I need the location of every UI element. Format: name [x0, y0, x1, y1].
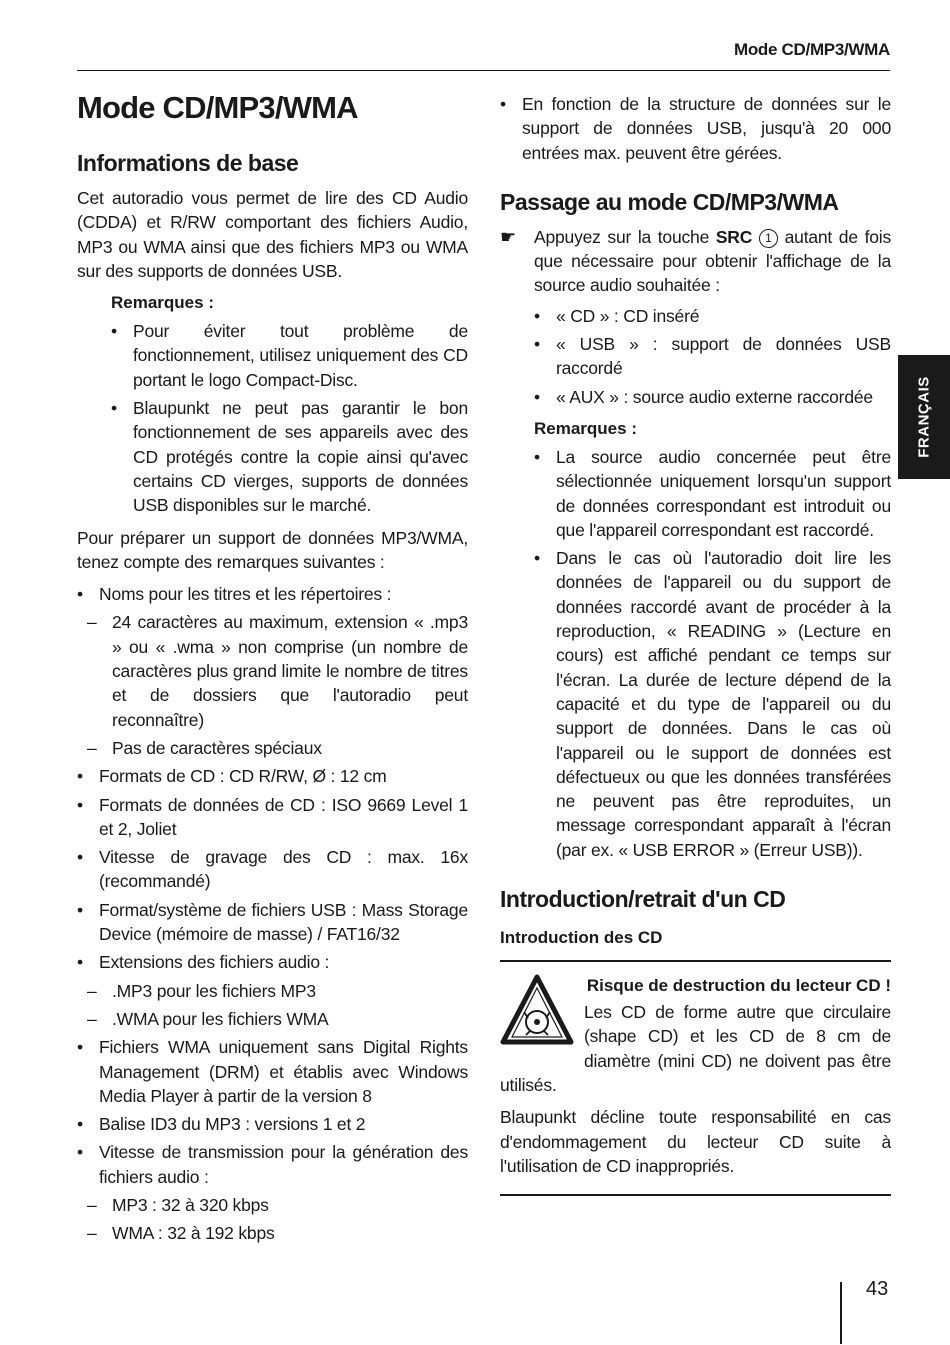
- list-item: • En fonction de la structure de données sur le support de données USB, jusqu'à 20 000 entrées max. peuvent être gérées.: [500, 94, 891, 163]
- list-item: • Formats de données de CD : ISO 9669 Level 1 et 2, Joliet: [77, 794, 468, 839]
- intro-paragraph: Cet autoradio vous permet de lire des CD Audio (CDDA) et R/RW comportant des fichiers Audio, MP3 ou WMA ainsi que des fichiers MP3 ou WMA sur des supports de données USB.: [77, 188, 468, 281]
- bullet-icon: •: [111, 321, 117, 342]
- sub-list-item: – MP3 : 32 à 320 kbps: [77, 1193, 468, 1217]
- dash-icon: –: [87, 1008, 97, 1029]
- bullet-icon: •: [77, 952, 83, 973]
- section-heading-introduction: Introduction/retrait d'un CD: [500, 886, 786, 913]
- sources-list: [500, 304, 891, 409]
- list-item: • Vitesse de transmission pour la génération des fichiers audio :: [77, 1142, 468, 1187]
- bullet-icon: •: [534, 446, 540, 467]
- page-number: 43: [866, 1278, 889, 1300]
- list-item: • « AUX » : source audio externe raccordée: [534, 385, 891, 409]
- bullet-icon: •: [111, 398, 117, 419]
- header-rule: [77, 70, 890, 71]
- page-number-rule: [840, 1282, 842, 1344]
- dash-icon: –: [87, 1223, 97, 1244]
- left-column: [77, 88, 468, 1250]
- subsection-heading: Introduction des CD: [500, 928, 663, 948]
- bullet-icon: •: [534, 305, 540, 326]
- dash-icon: –: [87, 980, 97, 1001]
- requirements-list: [77, 582, 468, 1245]
- sub-list-item: – 24 caractères au maximum, extension « .mp3 » ou « .wma » non comprise (un nombre de caractères plus grand limite le nombre de titres et de dossiers que l'autoradio peut reconnaître): [87, 612, 468, 730]
- list-item: • Pour éviter tout problème de fonctionnement, utilisez uniquement des CD portant le logo Compact-Disc.: [111, 321, 468, 390]
- bullet-icon: •: [77, 847, 83, 868]
- list-item: • Fichiers WMA uniquement sans Digital Rights Management (DRM) et établis avec Windows Media Player à partir de la version 8: [77, 1037, 468, 1106]
- list-item: • Formats de CD : CD R/RW, Ø : 12 cm: [77, 764, 468, 788]
- list-item: • Noms pour les titres et les répertoires :: [77, 582, 468, 606]
- pointing-hand-icon: ☛: [500, 226, 516, 247]
- bullet-icon: •: [77, 794, 83, 815]
- bullet-icon: •: [77, 899, 83, 920]
- bullet-icon: •: [534, 548, 540, 569]
- warning-title: Risque de destruction du lecteur CD !: [586, 976, 891, 996]
- list-item: • « USB » : support de données USB raccordé: [534, 334, 891, 379]
- remarks-list: [77, 319, 468, 517]
- page-title: Mode CD/MP3/WMA: [77, 90, 358, 125]
- bullet-icon: •: [534, 334, 540, 355]
- bullet-icon: •: [77, 766, 83, 787]
- warning-text: Les CD de forme autre que circulaire (shape CD) et les CD de 8 cm de diamètre (mini CD) ne doivent pas être utilisés.: [500, 1002, 891, 1095]
- bullet-icon: •: [77, 1114, 83, 1135]
- bullet-icon: •: [534, 386, 540, 407]
- language-tab: [898, 355, 950, 479]
- warning-text-liability: Blaupunkt décline toute responsabilité en cas d'endommagement du lecteur CD suite à l'utilisation de CD inappropriés.: [500, 1107, 891, 1176]
- dash-icon: –: [87, 612, 97, 633]
- src-key-label: SRC: [715, 226, 753, 247]
- sub-list-item: – Pas de caractères spéciaux: [77, 736, 468, 760]
- remarks-list: [500, 445, 891, 862]
- list-item: • La source audio concernée peut être sélectionnée uniquement lorsqu'un support de données correspondant est introduit ou que l'appareil correspondant est raccordé.: [534, 446, 891, 540]
- list-item: • Extensions des fichiers audio :: [77, 950, 468, 974]
- bullet-icon: •: [77, 1142, 83, 1163]
- dash-icon: –: [87, 1194, 97, 1215]
- sub-list-item: – WMA : 32 à 192 kbps: [77, 1221, 468, 1245]
- instruction-step: ☛ Appuyez sur la touche SRC 1 autant de fois que nécessaire pour obtenir l'affichage de la source audio souhaitée :: [500, 226, 891, 296]
- list-item: • Balise ID3 du MP3 : versions 1 et 2: [77, 1112, 468, 1136]
- sub-list-item: – .MP3 pour les fichiers MP3: [77, 979, 468, 1003]
- section-heading-passage: Passage au mode CD/MP3/WMA: [500, 188, 839, 215]
- right-column: [500, 92, 891, 1196]
- sub-list-item: – .WMA pour les fichiers WMA: [77, 1007, 468, 1031]
- list-item: • Vitesse de gravage des CD : max. 16x (recommandé): [77, 847, 468, 892]
- list-item: • Blaupunkt ne peut pas garantir le bon fonctionnement de ses appareils avec des CD protégés contre la copie ainsi qu'avec certains CD vierges, supports de données USB disponibles sur le marché.: [111, 398, 468, 516]
- bullet-icon: •: [77, 1037, 83, 1058]
- prep-paragraph: Pour préparer un support de données MP3/WMA, tenez compte des remarques suivantes :: [77, 527, 468, 572]
- bullet-icon: •: [77, 584, 83, 605]
- section-heading-basics: Informations de base: [77, 150, 299, 176]
- usb-entries-list: [500, 92, 891, 165]
- bullet-icon: •: [500, 94, 506, 114]
- list-item: • « CD » : CD inséré: [534, 304, 891, 328]
- list-item: • Format/système de fichiers USB : Mass Storage Device (mémoire de masse) / FAT16/32: [77, 899, 468, 945]
- running-header: Mode CD/MP3/WMA: [733, 40, 890, 59]
- language-tab-label: FRANÇAIS: [915, 376, 933, 458]
- remarks-heading: Remarques :: [534, 418, 637, 438]
- dash-icon: –: [87, 737, 97, 758]
- remarks-heading: Remarques :: [111, 293, 214, 313]
- list-item: • Dans le cas où l'autoradio doit lire les données de l'appareil ou du support de données raccordé avant de procéder à la reproduction, « READING » (Lecture en cours) est affiché pendant ce temps sur l'écran. La durée de lecture dépend de la capacité et du type de l'appareil ou du support de données. Dans le cas où l'appareil ou le support de données est défectueux ou que les données transférées ne peuvent pas être reproduites, un message correspondant apparaît à l'écran (par ex. « USB ERROR » (Erreur USB)).: [534, 548, 891, 860]
- warning-box: [500, 960, 891, 1196]
- key-number-badge: 1: [759, 229, 778, 248]
- warning-triangle-cd-icon: [500, 974, 574, 1046]
